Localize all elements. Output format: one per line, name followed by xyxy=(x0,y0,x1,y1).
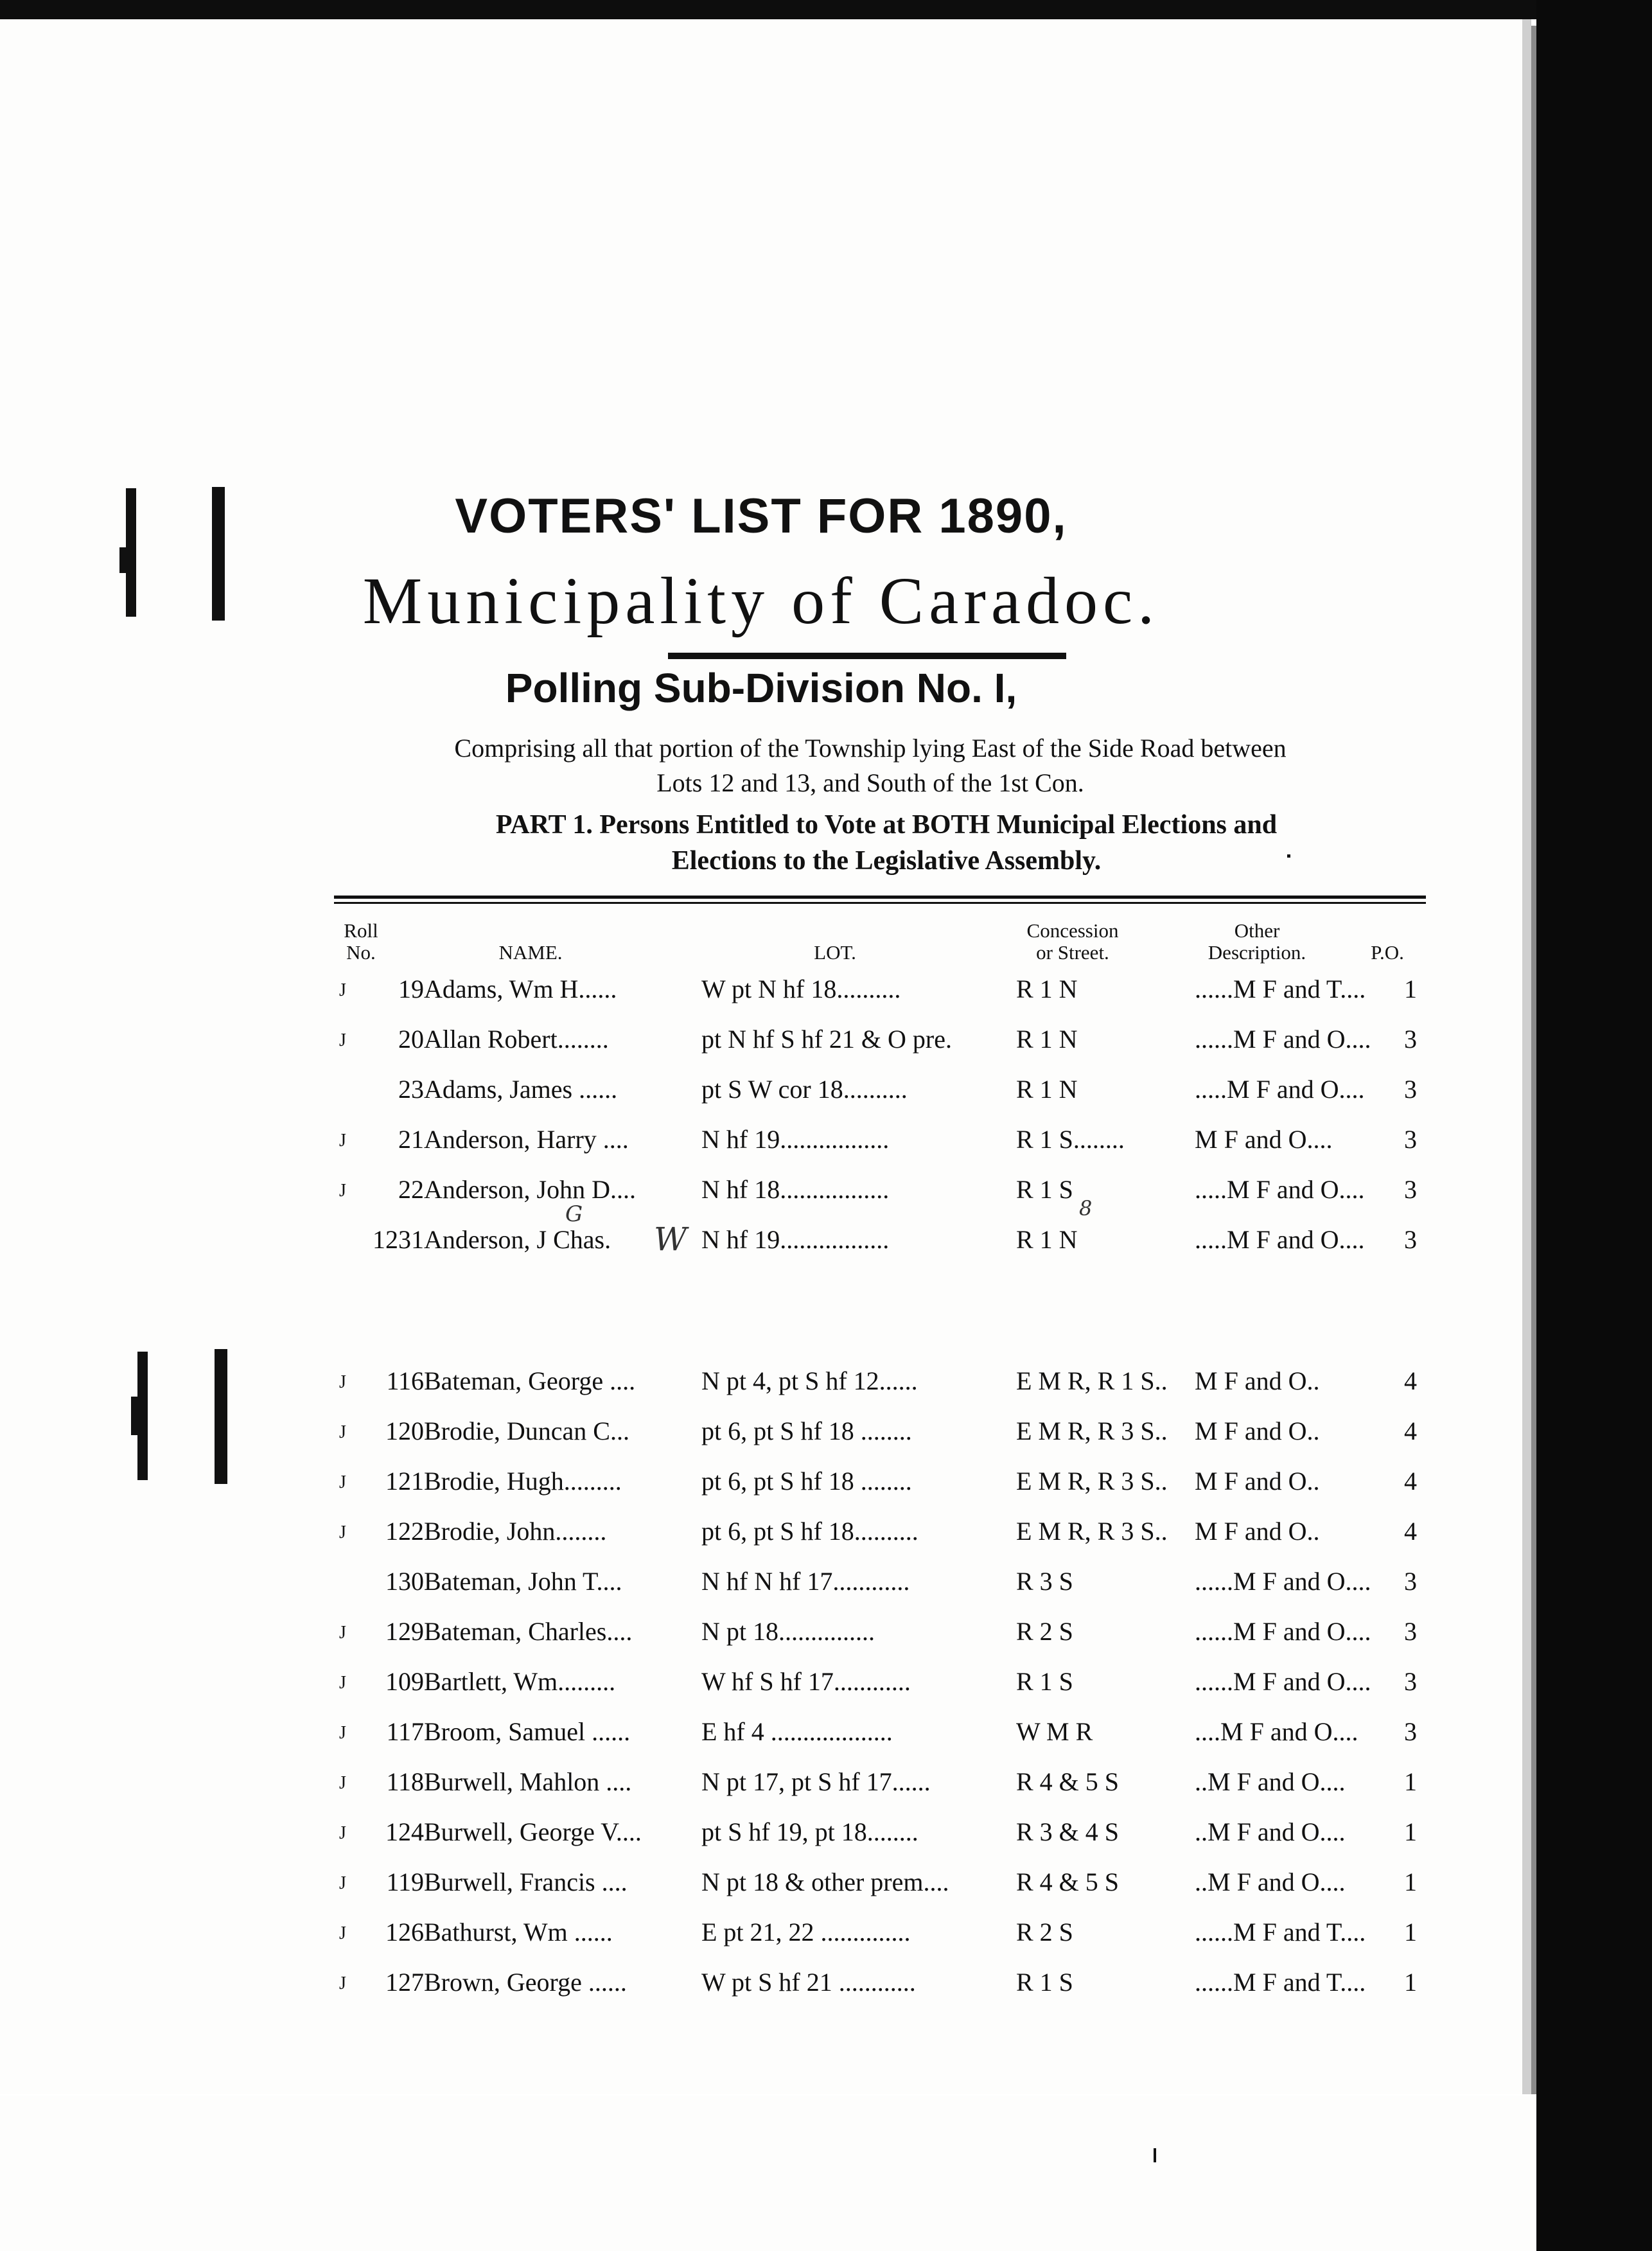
voter-name: Anderson, J Chas. xyxy=(424,1225,611,1254)
po-cell: 3 xyxy=(1404,1617,1417,1646)
row-mark: J xyxy=(339,1723,346,1743)
concession-cell: R 1 S xyxy=(1016,1968,1073,1997)
header-rule-thin xyxy=(334,902,1426,904)
part-heading xyxy=(334,807,1439,879)
concession-cell: R 1 N xyxy=(1016,1225,1078,1254)
po-cell: 1 xyxy=(1404,1968,1417,1997)
roll-number: 120 xyxy=(385,1417,424,1445)
voter-name: Burwell, Mahlon .... xyxy=(424,1767,632,1796)
po-cell: 3 xyxy=(1404,1667,1417,1696)
lot-cell: W hf S hf 17............ xyxy=(701,1667,911,1696)
voter-name: Bateman, George .... xyxy=(424,1366,636,1395)
voter-row xyxy=(0,1917,1522,1955)
lot-cell: pt 6, pt S hf 18 ........ xyxy=(701,1417,912,1445)
voter-name: Brodie, Duncan C... xyxy=(424,1417,629,1445)
scan-border-right xyxy=(1536,0,1652,2251)
po-cell: 1 xyxy=(1404,975,1417,1003)
voter-row xyxy=(0,1516,1522,1555)
po-cell: 3 xyxy=(1404,1075,1417,1104)
voter-row xyxy=(0,1666,1522,1705)
lot-cell: E hf 4 ................... xyxy=(701,1717,893,1746)
voter-name: Bartlett, Wm......... xyxy=(424,1667,616,1696)
description-cell: ....M F and O.... xyxy=(1195,1717,1358,1746)
voter-name: Bateman, Charles.... xyxy=(424,1617,633,1646)
handwritten-annotation: W xyxy=(654,1221,687,1258)
po-cell: 3 xyxy=(1404,1567,1417,1596)
description-cell: M F and O.. xyxy=(1195,1417,1320,1445)
roll-number: 23 xyxy=(398,1075,424,1104)
voter-name: Burwell, Francis .... xyxy=(424,1867,628,1896)
row-mark: J xyxy=(339,1673,346,1693)
lot-cell: N hf 19................. xyxy=(701,1125,890,1154)
roll-number: 1231 xyxy=(373,1225,424,1254)
row-mark: J xyxy=(339,1623,346,1643)
voter-row xyxy=(0,1717,1522,1755)
title-rule xyxy=(668,653,1066,659)
lot-cell: N pt 17, pt S hf 17...... xyxy=(701,1767,931,1796)
concession-cell: R 2 S xyxy=(1016,1617,1073,1646)
roll-number: 22 xyxy=(398,1175,424,1204)
scan-speck xyxy=(1287,854,1290,858)
part-line-1: PART 1. Persons Entitled to Vote at BOTH Municipal Elections and xyxy=(495,810,1278,840)
voter-name: Allan Robert........ xyxy=(424,1025,609,1054)
page-bottom-margin xyxy=(0,2096,1536,2251)
row-mark: J xyxy=(339,980,346,1000)
list-title: VOTERS' LIST FOR 1890, xyxy=(455,489,1068,543)
lot-cell: N hf 19................. xyxy=(701,1225,890,1254)
voter-row xyxy=(0,1616,1522,1655)
handwritten-annotation: 8 xyxy=(1079,1196,1093,1221)
po-cell: 3 xyxy=(1404,1125,1417,1154)
handwritten-annotation: G xyxy=(565,1201,583,1227)
roll-number: 116 xyxy=(386,1366,424,1395)
description-cell: ..M F and O.... xyxy=(1195,1817,1346,1846)
row-mark: J xyxy=(339,1873,346,1893)
concession-cell: R 1 S xyxy=(1016,1175,1073,1204)
voter-row xyxy=(0,1224,1522,1263)
description-cell: M F and O.. xyxy=(1195,1366,1320,1395)
row-mark: J xyxy=(339,1422,346,1442)
voter-row xyxy=(0,1024,1522,1063)
lot-cell: pt 6, pt S hf 18 ........ xyxy=(701,1467,912,1496)
description-cell: M F and O.... xyxy=(1195,1125,1333,1154)
description-cell: M F and O.. xyxy=(1195,1467,1320,1496)
voter-name: Brodie, John........ xyxy=(424,1517,607,1546)
row-mark: J xyxy=(339,1372,346,1392)
voter-name: Brown, George ...... xyxy=(424,1968,627,1997)
subdivision-description xyxy=(302,731,1439,800)
description-cell: ......M F and T.... xyxy=(1195,1918,1366,1946)
concession-cell: E M R, R 3 S.. xyxy=(1016,1467,1168,1496)
po-cell: 3 xyxy=(1404,1225,1417,1254)
voter-name: Adams, James ...... xyxy=(424,1075,618,1104)
voter-name: Bateman, John T.... xyxy=(424,1567,622,1596)
roll-number: 127 xyxy=(385,1968,424,1997)
voter-row xyxy=(0,1366,1522,1404)
municipality-heading: Municipality of Caradoc. xyxy=(362,564,1160,638)
voter-row xyxy=(0,1566,1522,1605)
lot-cell: N hf 18................. xyxy=(701,1175,890,1204)
scan-speck xyxy=(1154,2148,1156,2162)
roll-number: 121 xyxy=(385,1467,424,1496)
lot-cell: N hf N hf 17............ xyxy=(701,1567,910,1596)
voter-row xyxy=(0,1124,1522,1163)
description-cell: ......M F and T.... xyxy=(1195,1968,1366,1997)
po-cell: 1 xyxy=(1404,1867,1417,1896)
page-edge-shadow xyxy=(1531,26,1536,2094)
voter-row xyxy=(0,1767,1522,1805)
roll-number: 119 xyxy=(386,1867,424,1896)
concession-cell: E M R, R 3 S.. xyxy=(1016,1417,1168,1445)
lot-cell: W pt S hf 21 ............ xyxy=(701,1968,916,1997)
po-cell: 4 xyxy=(1404,1366,1417,1395)
roll-number: 118 xyxy=(386,1767,424,1796)
po-cell: 1 xyxy=(1404,1817,1417,1846)
row-mark: J xyxy=(339,1523,346,1542)
voter-row xyxy=(0,1967,1522,2006)
concession-cell: R 1 S........ xyxy=(1016,1125,1125,1154)
lot-cell: pt N hf S hf 21 & O pre. xyxy=(701,1025,952,1054)
concession-cell: W M R xyxy=(1016,1717,1093,1746)
voter-name: Anderson, Harry .... xyxy=(424,1125,629,1154)
roll-number: 129 xyxy=(385,1617,424,1646)
concession-cell: R 1 S xyxy=(1016,1667,1073,1696)
part-line-2: Elections to the Legislative Assembly. xyxy=(671,846,1102,876)
po-cell: 3 xyxy=(1404,1717,1417,1746)
lot-cell: N pt 18 & other prem.... xyxy=(701,1867,949,1896)
voter-row xyxy=(0,1416,1522,1454)
roll-number: 109 xyxy=(385,1667,424,1696)
voter-name: Anderson, John D.... xyxy=(424,1175,636,1204)
lot-cell: pt S W cor 18.......... xyxy=(701,1075,908,1104)
row-mark: J xyxy=(339,1030,346,1050)
voter-row xyxy=(0,1174,1522,1213)
description-cell: ......M F and O.... xyxy=(1195,1617,1371,1646)
row-mark: J xyxy=(339,1181,346,1201)
scan-border-top xyxy=(0,0,1652,19)
description-cell: .....M F and O.... xyxy=(1195,1075,1365,1104)
concession-cell: R 2 S xyxy=(1016,1918,1073,1946)
description-cell: ......M F and T.... xyxy=(1195,975,1366,1003)
row-mark: J xyxy=(339,1131,346,1151)
roll-number: 20 xyxy=(398,1025,424,1054)
description-cell: ......M F and O.... xyxy=(1195,1025,1371,1054)
lot-cell: W pt N hf 18.......... xyxy=(701,975,901,1003)
description-cell: ..M F and O.... xyxy=(1195,1767,1346,1796)
voter-name: Broom, Samuel ...... xyxy=(424,1717,631,1746)
description-cell: ..M F and O.... xyxy=(1195,1867,1346,1896)
description-cell: .....M F and O.... xyxy=(1195,1175,1365,1204)
po-cell: 4 xyxy=(1404,1517,1417,1546)
concession-cell: R 1 N xyxy=(1016,1075,1078,1104)
concession-cell: R 1 N xyxy=(1016,975,1078,1003)
row-mark: J xyxy=(339,1472,346,1492)
col-header-roll: Roll No. xyxy=(344,919,378,964)
po-cell: 3 xyxy=(1404,1175,1417,1204)
roll-number: 122 xyxy=(385,1517,424,1546)
header-rule-thick xyxy=(334,896,1426,899)
roll-number: 124 xyxy=(385,1817,424,1846)
description-cell: M F and O.. xyxy=(1195,1517,1320,1546)
description-cell: ......M F and O.... xyxy=(1195,1667,1371,1696)
voter-name: Brodie, Hugh......... xyxy=(424,1467,622,1496)
roll-number: 19 xyxy=(398,975,424,1003)
description-cell: .....M F and O.... xyxy=(1195,1225,1365,1254)
roll-number: 126 xyxy=(385,1918,424,1946)
po-cell: 1 xyxy=(1404,1918,1417,1946)
po-cell: 1 xyxy=(1404,1767,1417,1796)
subdivision-heading: Polling Sub-Division No. I, xyxy=(505,665,1017,711)
row-mark: J xyxy=(339,1823,346,1843)
lot-cell: N pt 18............... xyxy=(701,1617,875,1646)
concession-cell: E M R, R 3 S.. xyxy=(1016,1517,1168,1546)
po-cell: 4 xyxy=(1404,1417,1417,1445)
row-mark: J xyxy=(339,1973,346,1993)
concession-cell: R 3 S xyxy=(1016,1567,1073,1596)
description-line-2: Lots 12 and 13, and South of the 1st Con. xyxy=(656,768,1084,797)
lot-cell: N pt 4, pt S hf 12...... xyxy=(701,1366,918,1395)
lot-cell: pt S hf 19, pt 18........ xyxy=(701,1817,918,1846)
po-cell: 4 xyxy=(1404,1467,1417,1496)
col-header-name: NAME. xyxy=(498,941,563,964)
voter-row xyxy=(0,1466,1522,1505)
col-header-concession: Concession or Street. xyxy=(1026,919,1119,964)
voter-name: Bathurst, Wm ...... xyxy=(424,1918,613,1946)
voter-row xyxy=(0,1074,1522,1113)
roll-number: 117 xyxy=(386,1717,424,1746)
lot-cell: E pt 21, 22 .............. xyxy=(701,1918,911,1946)
concession-cell: E M R, R 1 S.. xyxy=(1016,1366,1168,1395)
row-mark: J xyxy=(339,1773,346,1793)
col-header-po: P.O. xyxy=(1371,941,1404,964)
voter-row xyxy=(0,974,1522,1012)
col-header-lot: LOT. xyxy=(814,941,856,964)
description-cell: ......M F and O.... xyxy=(1195,1567,1371,1596)
lot-cell: pt 6, pt S hf 18.......... xyxy=(701,1517,918,1546)
voter-name: Adams, Wm H...... xyxy=(424,975,617,1003)
roll-number: 130 xyxy=(385,1567,424,1596)
voter-row xyxy=(0,1817,1522,1855)
voter-row xyxy=(0,1867,1522,1905)
concession-cell: R 4 & 5 S xyxy=(1016,1867,1120,1896)
description-line-1: Comprising all that portion of the Township lying East of the Side Road between xyxy=(454,734,1287,763)
concession-cell: R 4 & 5 S xyxy=(1016,1767,1120,1796)
roll-number: 21 xyxy=(398,1125,424,1154)
po-cell: 3 xyxy=(1404,1025,1417,1054)
row-mark: J xyxy=(339,1923,346,1943)
voter-name: Burwell, George V.... xyxy=(424,1817,642,1846)
concession-cell: R 1 N xyxy=(1016,1025,1078,1054)
concession-cell: R 3 & 4 S xyxy=(1016,1817,1120,1846)
col-header-other-description: Other Description. xyxy=(1208,919,1306,964)
